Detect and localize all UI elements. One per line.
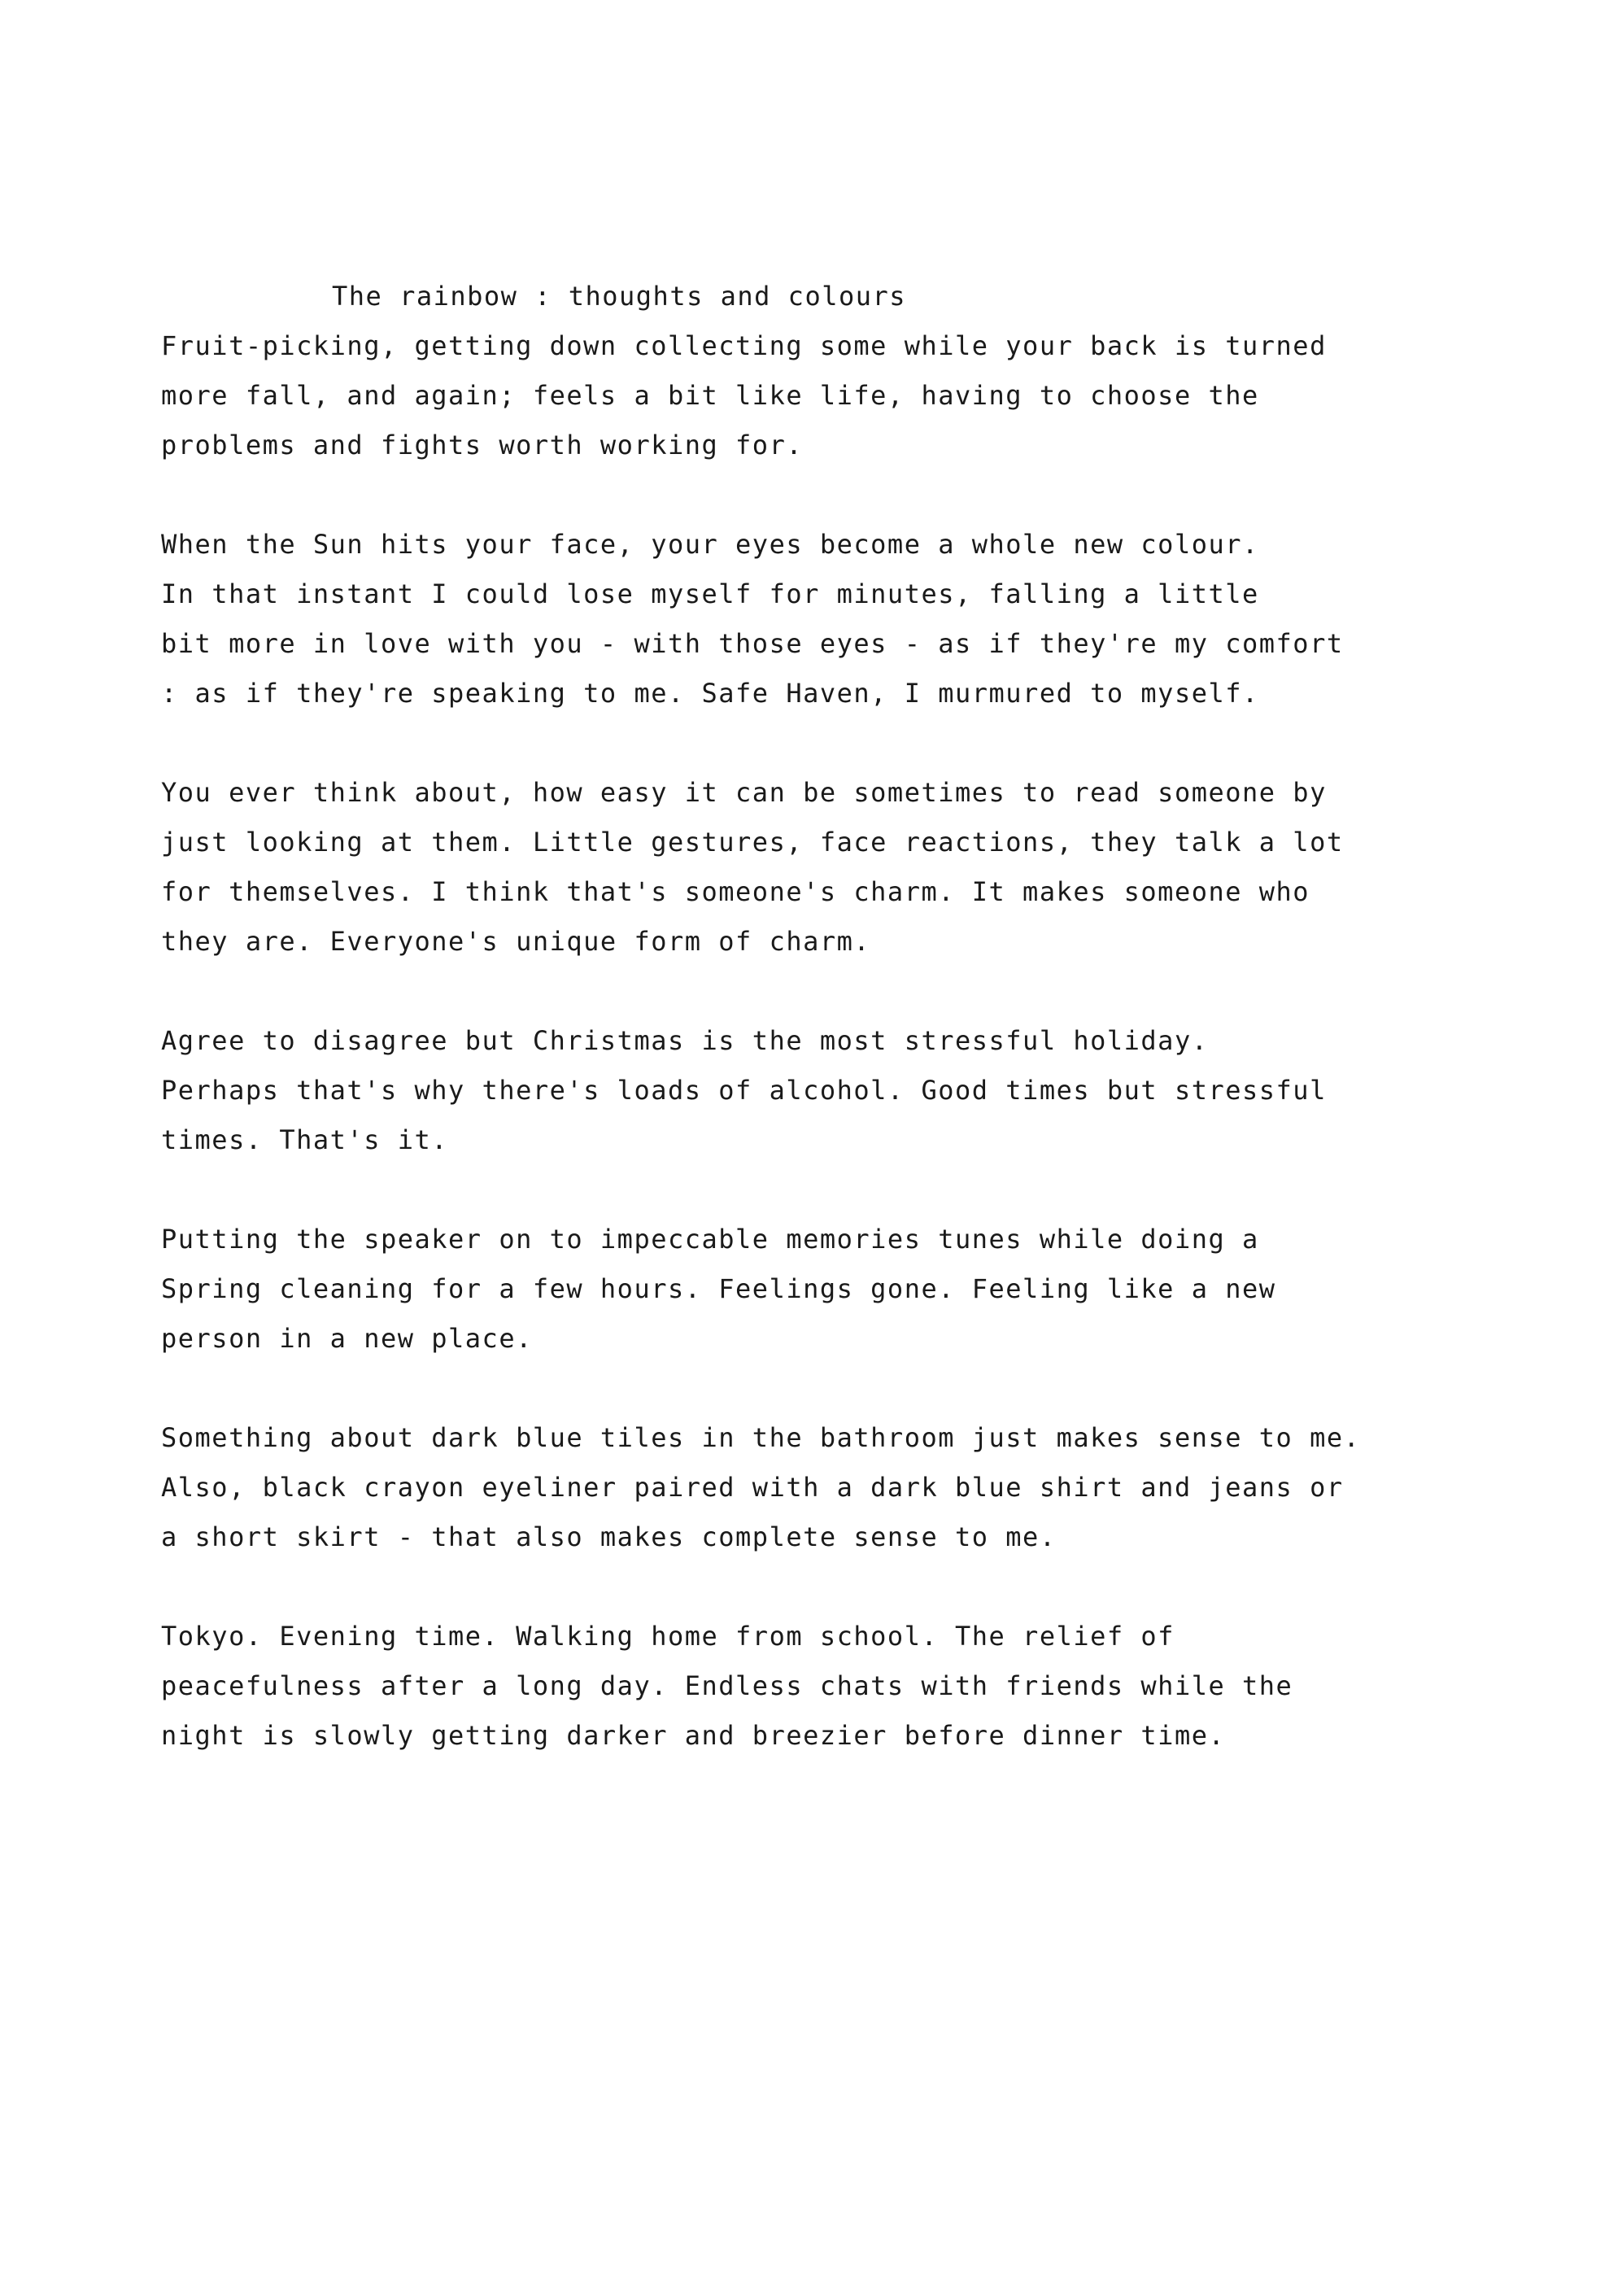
text-line: Perhaps that's why there's loads of alcohol. Good times but stressful xyxy=(161,1075,1327,1106)
text-line: problems and fights worth working for. xyxy=(161,430,804,461)
paragraph-tokyo xyxy=(161,1612,1430,1761)
text-line: : as if they're speaking to me. Safe Haven, I murmured to myself. xyxy=(161,678,1259,709)
text-line: In that instant I could lose myself for minutes, falling a little xyxy=(161,578,1259,609)
paragraph-sun xyxy=(161,520,1430,718)
text-line: night is slowly getting darker and breezier before dinner time. xyxy=(161,1720,1226,1751)
paragraph-fruit-picking xyxy=(161,321,1430,470)
text-line: just looking at them. Little gestures, face reactions, they talk a lot xyxy=(161,827,1344,858)
text-line: Fruit-picking, getting down collecting some while your back is turned xyxy=(161,330,1327,361)
text-line: When the Sun hits your face, your eyes become a whole new colour. xyxy=(161,529,1259,560)
text-line: Agree to disagree but Christmas is the most stressful holiday. xyxy=(161,1025,1209,1056)
page-title: The rainbow : thoughts and colours xyxy=(332,281,907,312)
text-line: more fall, and again; feels a bit like life, having to choose the xyxy=(161,380,1259,411)
page-content xyxy=(161,272,1430,1810)
text-line: peacefulness after a long day. Endless chats with friends while the xyxy=(161,1670,1293,1701)
text-line: Also, black crayon eyeliner paired with a dark blue shirt and jeans or xyxy=(161,1472,1344,1503)
text-line: for themselves. I think that's someone's charm. It makes someone who xyxy=(161,876,1310,907)
text-line: times. That's it. xyxy=(161,1124,449,1155)
text-line: bit more in love with you - with those eyes - as if they're my comfort xyxy=(161,628,1344,659)
paragraph-dark-blue xyxy=(161,1413,1430,1562)
text-line: they are. Everyone's unique form of charm. xyxy=(161,926,871,957)
text-line: a short skirt - that also makes complete sense to me. xyxy=(161,1521,1057,1552)
text-line: Something about dark blue tiles in the bathroom just makes sense to me. xyxy=(161,1422,1361,1453)
text-line: person in a new place. xyxy=(161,1323,533,1354)
paragraph-charm xyxy=(161,768,1430,967)
paragraph-spring-cleaning xyxy=(161,1215,1430,1364)
text-line: Putting the speaker on to impeccable memories tunes while doing a xyxy=(161,1224,1259,1255)
paragraph-christmas xyxy=(161,1016,1430,1165)
text-line: You ever think about, how easy it can be sometimes to read someone by xyxy=(161,777,1327,808)
text-line: Tokyo. Evening time. Walking home from school. The relief of xyxy=(161,1621,1175,1652)
text-line: Spring cleaning for a few hours. Feelings gone. Feeling like a new xyxy=(161,1273,1276,1304)
